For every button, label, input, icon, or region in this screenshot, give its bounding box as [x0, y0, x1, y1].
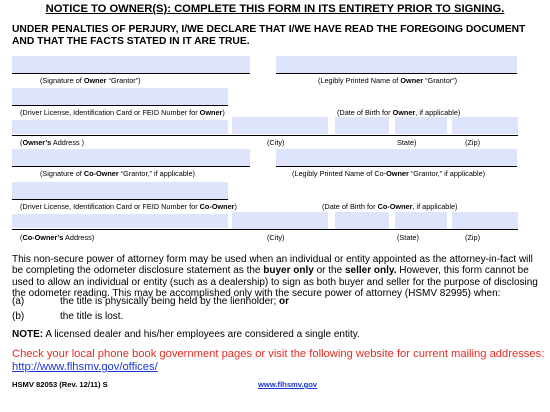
owner-address-label: (Owner’s Address ) [20, 138, 85, 147]
owner-printed-name-line [276, 73, 517, 74]
owner-signature-field[interactable] [12, 56, 250, 73]
offices-link[interactable]: http://www.flhsmv.gov/offices/ [12, 361, 158, 373]
coowner-id-number-field[interactable] [12, 182, 228, 199]
power-of-attorney-paragraph: This non-secure power of attorney form may be used when an individual or entity appointed as the attorney-in-fact will be completing the odometer disclosure statement as the buyer only or the seller only. However, this form cannot be used to allow an individual or entity (such as a dealership) to sign as both buyer and seller for the purpose of disclosing the odometer reading. This may be accomplished only with the secure power of attorney (HSMV 82995) when: [12, 254, 538, 300]
owner-id-number-field[interactable] [12, 88, 228, 105]
dealer-note: NOTE: A licensed dealer and his/her employees are considered a single entity. [12, 329, 360, 340]
owner-city-label: (City) [267, 138, 285, 147]
coowner-city-label: (City) [267, 233, 285, 242]
owner-dob-label: (Date of Birth for Owner, if applicable) [337, 108, 461, 117]
coowner-dob-field-4[interactable] [452, 212, 518, 229]
coowner-id-number-line [12, 199, 228, 200]
website-link[interactable]: www.flhsmv.gov [258, 380, 318, 389]
coowner-printed-name-field[interactable] [276, 149, 517, 166]
coowner-printed-name-label: (Legibly Printed Name of Co-Owner “Grantor,” if applicable) [292, 169, 486, 178]
coowner-address-line [12, 229, 518, 230]
owner-dob-field-4[interactable] [452, 117, 518, 134]
coowner-address-field[interactable] [12, 214, 228, 228]
item-a-text: the title is physically being held by the lienholder; or [60, 296, 290, 307]
mailing-address-notice: Check your local phone book government pages or visit the following website for current mailing addresses: http://www.flhsmv.gov/offices/ [12, 348, 545, 373]
owner-printed-name-field[interactable] [276, 56, 517, 73]
owner-state-label: State) [397, 138, 417, 147]
owner-id-number-line [12, 105, 228, 106]
owner-dob-field-3[interactable] [395, 117, 447, 134]
item-a-letter: (a) [12, 296, 25, 307]
owner-id-number-label: (Driver License, Identification Card or FEID Number for Owner) [20, 108, 225, 117]
coowner-dob-field-3[interactable] [395, 212, 447, 229]
coowner-state-label: (State) [397, 233, 419, 242]
coowner-printed-name-line [276, 166, 517, 167]
item-b-text: the title is lost. [60, 311, 124, 322]
owner-zip-label: (Zip) [465, 138, 480, 147]
coowner-dob-label: (Date of Birth for Co-Owner, if applicable) [322, 202, 458, 211]
owner-printed-name-label: (Legibly Printed Name of Owner “Grantor”) [318, 76, 458, 85]
page-title: NOTICE TO OWNER(S): COMPLETE THIS FORM IN ITS ENTIRETY PRIOR TO SIGNING. [45, 3, 505, 15]
owner-signature-line [12, 73, 250, 74]
perjury-declaration: UNDER PENALTIES OF PERJURY, I/WE DECLARE THAT I/WE HAVE READ THE FOREGOING DOCUMENT AND THAT THE FACTS STATED IN IT ARE TRUE. [12, 24, 526, 48]
owner-dob-field-1[interactable] [232, 117, 328, 134]
coowner-dob-field-2[interactable] [335, 212, 389, 229]
coowner-signature-field[interactable] [12, 149, 250, 166]
coowner-signature-line [12, 166, 250, 167]
owner-signature-label: (Signature of Owner “Grantor”) [40, 76, 141, 85]
coowner-signature-label: (Signature of Co-Owner “Grantor,” if applicable) [40, 169, 195, 178]
coowner-dob-field-1[interactable] [232, 212, 328, 229]
item-b-letter: (b) [12, 311, 25, 322]
coowner-zip-label: (Zip) [465, 233, 480, 242]
coowner-id-number-label: (Driver License, Identification Card or FEID Number for Co-Owner) [20, 202, 237, 211]
owner-address-field[interactable] [12, 120, 228, 134]
form-id: HSMV 82053 (Rev. 12/11) S [12, 380, 108, 389]
owner-address-line [12, 135, 518, 136]
owner-dob-field-2[interactable] [335, 117, 389, 134]
coowner-address-label: (Co-Owner’s Address) [20, 233, 95, 242]
